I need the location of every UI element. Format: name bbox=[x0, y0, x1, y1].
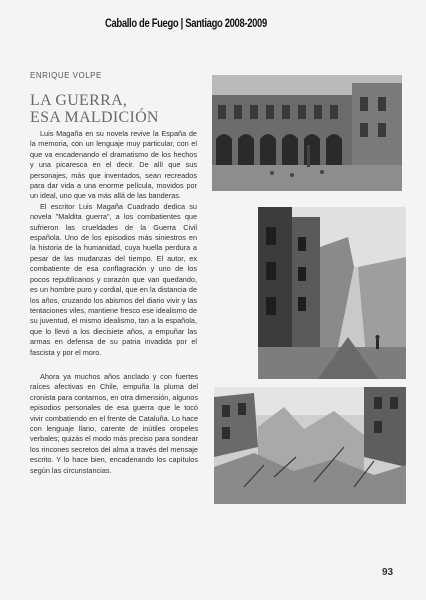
author-name: ENRIQUE VOLPE bbox=[30, 71, 102, 80]
article-body-upper bbox=[30, 129, 197, 358]
paragraph: Luis Magaña en su novela revive la España de la memoria, con un lenguaje muy particular, con el que va encadenando el dramatismo de los hechos y una picaresca en el decir. De allí que sus personajes, más que inventados, sean recreados para dar vida a una enorme película, movidos por un ideal, uno que va más allá de las banderas. bbox=[30, 129, 197, 201]
war-photo-ruined-street bbox=[258, 207, 406, 379]
handwritten-header-note: Caballo de Fuego | Santiago 2008-2009 bbox=[105, 18, 267, 30]
paragraph: El escritor Luis Magaña Cuadrado dedica su novela "Maldita guerra", a los combatientes que sufrieron las crueldades de la Guerra Civil española. Uno de los episodios más siniestros en la historia de la humanidad, cuya huella perdura a pesar de las mudanzas del tiempo. El autor, ex combatiente de esa conflagración y uno de los pocos republicanos y corazón que van quedando, es un hombre puro y cordial, que en la distancia de los años, cruzando los abismos del diario vivir y las tentaciones viles, mantiene fresco ese idealismo de su juventud, el mismo idealismo, tan a la española, que lo llevó a los diecisiete años, a empuñar las armas en defensa de su patria invadida por el fascista y por el moro. bbox=[30, 201, 197, 357]
war-photo-rubble bbox=[214, 387, 406, 504]
title-line-2: ESA MALDICIÓN bbox=[30, 109, 159, 126]
war-photo-buildings-plaza bbox=[212, 75, 402, 191]
paragraph: Ahora ya muchos años anclado y con fuertes raíces afectivas en Chile, empuña la pluma del cronista para contarnos, en otra dimensión, algunos episodios personales de esa guerra que le tocó vivir combatiendo en el frente de Cataluña. Lo hace con lenguaje llano, carente de inútiles oropeles verbales; quizás el modo más preciso para sondear los rincones secretos del alma a través del mensaje escrito. Y lo hace bien, encadenando los capítulos según las circunstancias. bbox=[30, 372, 198, 475]
page-number: 93 bbox=[382, 567, 394, 578]
title-line-1: LA GUERRA, bbox=[30, 92, 128, 109]
article-body-lower bbox=[30, 372, 198, 476]
article-title bbox=[30, 92, 159, 126]
